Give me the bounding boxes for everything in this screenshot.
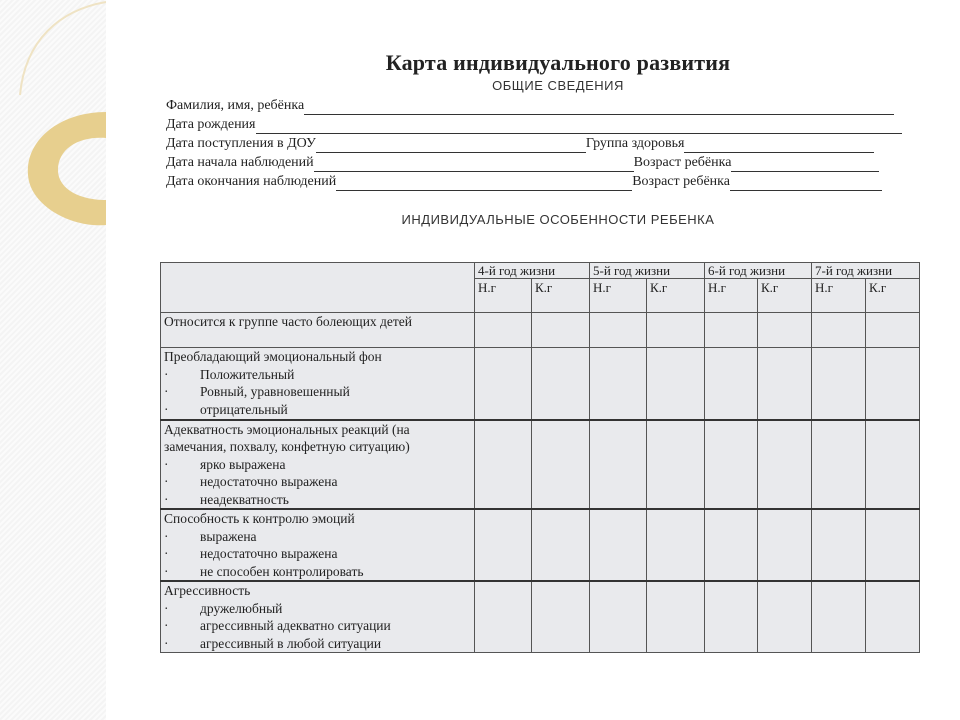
- obs-end-blank[interactable]: [336, 177, 632, 191]
- birth-date-label: Дата рождения: [166, 117, 256, 132]
- score-cell[interactable]: [647, 420, 705, 510]
- year-end-header: К.г: [532, 279, 590, 313]
- criteria-cell: [161, 509, 475, 581]
- obs-end-label: Дата окончания наблюдений: [166, 174, 337, 189]
- score-cell[interactable]: [532, 420, 590, 510]
- criteria-option: [164, 545, 471, 563]
- health-group-blank[interactable]: [684, 139, 874, 153]
- criteria-title: Относится к группе часто болеющих детей: [164, 314, 413, 329]
- age-blank-1[interactable]: [731, 158, 879, 172]
- development-table: [160, 262, 920, 653]
- table-row: [161, 581, 920, 653]
- criteria-cell: [161, 420, 475, 510]
- table-row: [161, 509, 920, 581]
- score-cell[interactable]: [475, 581, 532, 653]
- score-cell[interactable]: [758, 420, 812, 510]
- age-7-header: 7-й год жизни: [812, 263, 920, 279]
- score-cell[interactable]: [590, 420, 647, 510]
- score-cell[interactable]: [475, 313, 532, 348]
- bullet-icon: ·: [164, 618, 169, 633]
- option-label: Положительный: [200, 366, 295, 382]
- score-cell[interactable]: [758, 581, 812, 653]
- table-row: [161, 313, 920, 348]
- score-cell[interactable]: [647, 509, 705, 581]
- criteria-option: [164, 401, 471, 419]
- age-6-header: 6-й год жизни: [705, 263, 812, 279]
- option-label: недостаточно выражена: [200, 474, 338, 489]
- bullet-icon: ·: [164, 563, 169, 579]
- score-cell[interactable]: [812, 581, 866, 653]
- score-cell[interactable]: [866, 581, 920, 653]
- criteria-option: [164, 600, 471, 618]
- criteria-option: [164, 383, 471, 401]
- score-cell[interactable]: [532, 348, 590, 420]
- score-cell[interactable]: [705, 348, 758, 420]
- option-label: ярко выражена: [200, 456, 286, 472]
- criteria-option: [164, 528, 471, 546]
- admission-date-blank[interactable]: [316, 139, 586, 153]
- table-row: [161, 348, 920, 420]
- year-end-header: К.г: [758, 279, 812, 313]
- score-cell[interactable]: [812, 348, 866, 420]
- criteria-option: [164, 563, 471, 581]
- criteria-cell: [161, 313, 475, 348]
- year-start-header: Н.г: [475, 279, 532, 313]
- score-cell[interactable]: [866, 313, 920, 348]
- option-label: не способен контролировать: [200, 563, 364, 579]
- criteria-option: [164, 366, 471, 384]
- criteria-option: [164, 635, 471, 653]
- year-start-header: Н.г: [590, 279, 647, 313]
- field-admission: [166, 135, 874, 153]
- criteria-title: Агрессивность: [164, 583, 251, 598]
- score-cell[interactable]: [705, 581, 758, 653]
- age-4-header: 4-й год жизни: [475, 263, 590, 279]
- age-blank-2[interactable]: [730, 177, 882, 191]
- score-cell[interactable]: [812, 420, 866, 510]
- score-cell[interactable]: [532, 313, 590, 348]
- bullet-icon: ·: [164, 474, 169, 489]
- criteria-title: Способность к контролю эмоций: [164, 511, 355, 526]
- year-end-header: К.г: [866, 279, 920, 313]
- score-cell[interactable]: [705, 313, 758, 348]
- option-label: неадекватность: [200, 491, 289, 507]
- document-title: Карта индивидуального развития: [385, 50, 731, 75]
- decorative-side-panel: [0, 0, 106, 720]
- score-cell[interactable]: [647, 581, 705, 653]
- option-label: агрессивный адекватно ситуации: [200, 618, 391, 633]
- year-start-header: Н.г: [705, 279, 758, 313]
- criteria-option: [164, 491, 471, 509]
- bullet-icon: ·: [164, 366, 169, 382]
- criteria-cell: [161, 348, 475, 420]
- admission-date-label: Дата поступления в ДОУ: [166, 136, 316, 151]
- score-cell[interactable]: [758, 348, 812, 420]
- score-cell[interactable]: [705, 420, 758, 510]
- score-cell[interactable]: [475, 509, 532, 581]
- score-cell[interactable]: [866, 509, 920, 581]
- age-label-1: Возраст ребёнка: [633, 155, 732, 170]
- bullet-icon: ·: [164, 528, 169, 544]
- criteria-title: Преобладающий эмоциональный фон: [164, 349, 382, 364]
- bullet-icon: ·: [164, 491, 169, 507]
- bullet-icon: ·: [164, 384, 169, 399]
- option-label: дружелюбный: [200, 600, 283, 616]
- score-cell[interactable]: [590, 509, 647, 581]
- criteria-header-cell: [161, 263, 475, 313]
- health-group-label: Группа здоровья: [585, 136, 685, 151]
- bullet-icon: ·: [164, 600, 169, 616]
- general-info-heading: ОБЩИЕ СВЕДЕНИЯ: [492, 78, 624, 93]
- criteria-option: [164, 473, 471, 491]
- score-cell[interactable]: [758, 313, 812, 348]
- option-label: отрицательный: [200, 401, 288, 417]
- full-name-label: Фамилия, имя, ребёнка: [166, 98, 305, 113]
- option-label: выражена: [200, 528, 257, 544]
- age-5-header: 5-й год жизни: [590, 263, 705, 279]
- score-cell[interactable]: [866, 420, 920, 510]
- score-cell[interactable]: [590, 581, 647, 653]
- score-cell[interactable]: [758, 509, 812, 581]
- score-cell[interactable]: [590, 313, 647, 348]
- field-birth-date: [166, 116, 902, 134]
- bullet-icon: ·: [164, 635, 169, 651]
- criteria-option: [164, 456, 471, 474]
- score-cell[interactable]: [812, 509, 866, 581]
- year-end-header: К.г: [647, 279, 705, 313]
- obs-start-label: Дата начала наблюдений: [166, 155, 314, 170]
- score-cell[interactable]: [590, 348, 647, 420]
- obs-start-blank[interactable]: [314, 158, 634, 172]
- score-cell[interactable]: [866, 348, 920, 420]
- score-cell[interactable]: [532, 509, 590, 581]
- score-cell[interactable]: [812, 313, 866, 348]
- score-cell[interactable]: [647, 313, 705, 348]
- option-label: недостаточно выражена: [200, 546, 338, 561]
- score-cell[interactable]: [647, 348, 705, 420]
- field-obs-end: [166, 173, 882, 191]
- decorative-ring-icon: [0, 0, 106, 240]
- full-name-blank[interactable]: [304, 101, 894, 115]
- score-cell[interactable]: [705, 509, 758, 581]
- birth-date-blank[interactable]: [256, 120, 902, 134]
- score-cell[interactable]: [532, 581, 590, 653]
- criteria-option: [164, 617, 471, 635]
- option-label: Ровный, уравновешенный: [200, 384, 350, 399]
- field-obs-start: [166, 154, 879, 172]
- table-body: [161, 313, 920, 653]
- individual-features-heading: ИНДИВИДУАЛЬНЫЕ ОСОБЕННОСТИ РЕБЕНКА: [401, 212, 715, 227]
- bullet-icon: ·: [164, 456, 169, 472]
- year-start-header: Н.г: [812, 279, 866, 313]
- score-cell[interactable]: [475, 348, 532, 420]
- table-row: [161, 420, 920, 510]
- field-full-name: [166, 97, 894, 115]
- score-cell[interactable]: [475, 420, 532, 510]
- bullet-icon: ·: [164, 401, 169, 417]
- criteria-title: Адекватность эмоциональных реакций (на замечания, похвалу, конфетную ситуацию): [164, 421, 410, 454]
- criteria-cell: [161, 581, 475, 653]
- age-label-2: Возраст ребёнка: [632, 174, 730, 189]
- bullet-icon: ·: [164, 546, 169, 561]
- option-label: агрессивный в любой ситуации: [200, 635, 382, 651]
